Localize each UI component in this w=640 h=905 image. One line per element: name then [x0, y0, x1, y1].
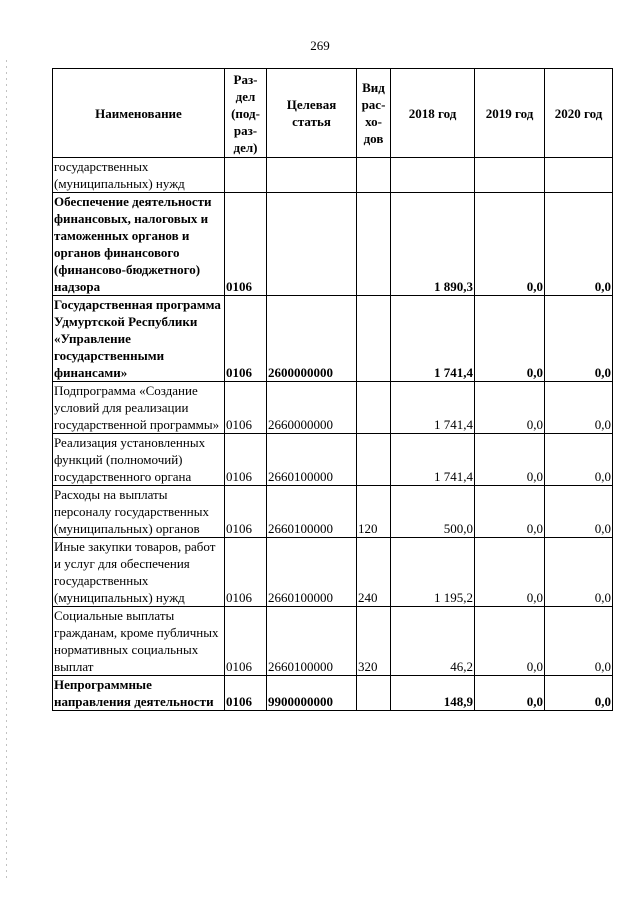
row-code: 2660000000 [267, 382, 357, 434]
row-2020: 0,0 [545, 382, 613, 434]
table-row [53, 158, 613, 193]
row-kind [357, 193, 391, 296]
row-2019: 0,0 [475, 538, 545, 607]
row-2018: 1 741,4 [391, 296, 475, 382]
row-section [225, 158, 267, 193]
margin-dotted-line [6, 60, 7, 880]
row-kind [357, 676, 391, 711]
table-row [53, 538, 613, 607]
row-2018: 1 890,3 [391, 193, 475, 296]
row-kind: 120 [357, 486, 391, 538]
row-name: Подпрограмма «Создание условий для реализации государственной программы» [53, 382, 225, 434]
row-kind [357, 382, 391, 434]
row-kind [357, 296, 391, 382]
row-2018: 46,2 [391, 607, 475, 676]
row-2018 [391, 158, 475, 193]
table-row [53, 434, 613, 486]
row-2019: 0,0 [475, 607, 545, 676]
row-2019: 0,0 [475, 676, 545, 711]
row-section: 0106 [225, 486, 267, 538]
row-section: 0106 [225, 434, 267, 486]
row-2018: 1 195,2 [391, 538, 475, 607]
row-2019: 0,0 [475, 193, 545, 296]
row-2018: 1 741,4 [391, 434, 475, 486]
row-section: 0106 [225, 538, 267, 607]
page-number: 269 [310, 38, 330, 53]
row-name: Обеспечение деятельности финансовых, налоговых и таможенных органов и органов финансового (финансово-бюджетного) надзора [53, 193, 225, 296]
row-kind: 240 [357, 538, 391, 607]
row-2019 [475, 158, 545, 193]
row-2018: 148,9 [391, 676, 475, 711]
row-code: 2660100000 [267, 434, 357, 486]
row-name: Расходы на выплаты персоналу государственных (муниципальных) органов [53, 486, 225, 538]
header-section: Раз- дел (под- раз- дел) [225, 69, 267, 158]
row-2019: 0,0 [475, 486, 545, 538]
row-section: 0106 [225, 193, 267, 296]
row-code: 2600000000 [267, 296, 357, 382]
header-2018: 2018 год [391, 69, 475, 158]
row-2019: 0,0 [475, 434, 545, 486]
row-code [267, 193, 357, 296]
row-code [267, 158, 357, 193]
row-name: Непрограммные направления деятельности [53, 676, 225, 711]
row-section: 0106 [225, 676, 267, 711]
row-2020: 0,0 [545, 434, 613, 486]
row-code: 2660100000 [267, 486, 357, 538]
row-section: 0106 [225, 607, 267, 676]
header-2019: 2019 год [475, 69, 545, 158]
row-2018: 500,0 [391, 486, 475, 538]
row-2019: 0,0 [475, 296, 545, 382]
row-2018: 1 741,4 [391, 382, 475, 434]
row-section: 0106 [225, 296, 267, 382]
row-2020: 0,0 [545, 538, 613, 607]
row-2020: 0,0 [545, 607, 613, 676]
header-row [53, 69, 613, 158]
row-name: Реализация установленных функций (полномочий) государственного органа [53, 434, 225, 486]
table-row [53, 676, 613, 711]
row-section: 0106 [225, 382, 267, 434]
row-2020: 0,0 [545, 296, 613, 382]
table-row [53, 296, 613, 382]
row-2020: 0,0 [545, 676, 613, 711]
row-2020: 0,0 [545, 486, 613, 538]
row-name: Иные закупки товаров, работ и услуг для обеспечения государственных (муниципальных) нужд [53, 538, 225, 607]
row-kind: 320 [357, 607, 391, 676]
row-2020: 0,0 [545, 193, 613, 296]
row-name: государственных (муниципальных) нужд [53, 158, 225, 193]
table-row [53, 382, 613, 434]
header-name: Наименование [53, 69, 225, 158]
row-kind [357, 158, 391, 193]
row-kind [357, 434, 391, 486]
row-name: Социальные выплаты гражданам, кроме публичных нормативных социальных выплат [53, 607, 225, 676]
header-target: Целевая статья [267, 69, 357, 158]
table-row [53, 486, 613, 538]
table-row [53, 193, 613, 296]
budget-table [52, 68, 613, 711]
row-2020 [545, 158, 613, 193]
row-name: Государственная программа Удмуртской Республики «Управление государственными финансами» [53, 296, 225, 382]
row-code: 9900000000 [267, 676, 357, 711]
header-2020: 2020 год [545, 69, 613, 158]
header-kind: Вид рас- хо- дов [357, 69, 391, 158]
row-code: 2660100000 [267, 607, 357, 676]
row-2019: 0,0 [475, 382, 545, 434]
table-row [53, 607, 613, 676]
row-code: 2660100000 [267, 538, 357, 607]
